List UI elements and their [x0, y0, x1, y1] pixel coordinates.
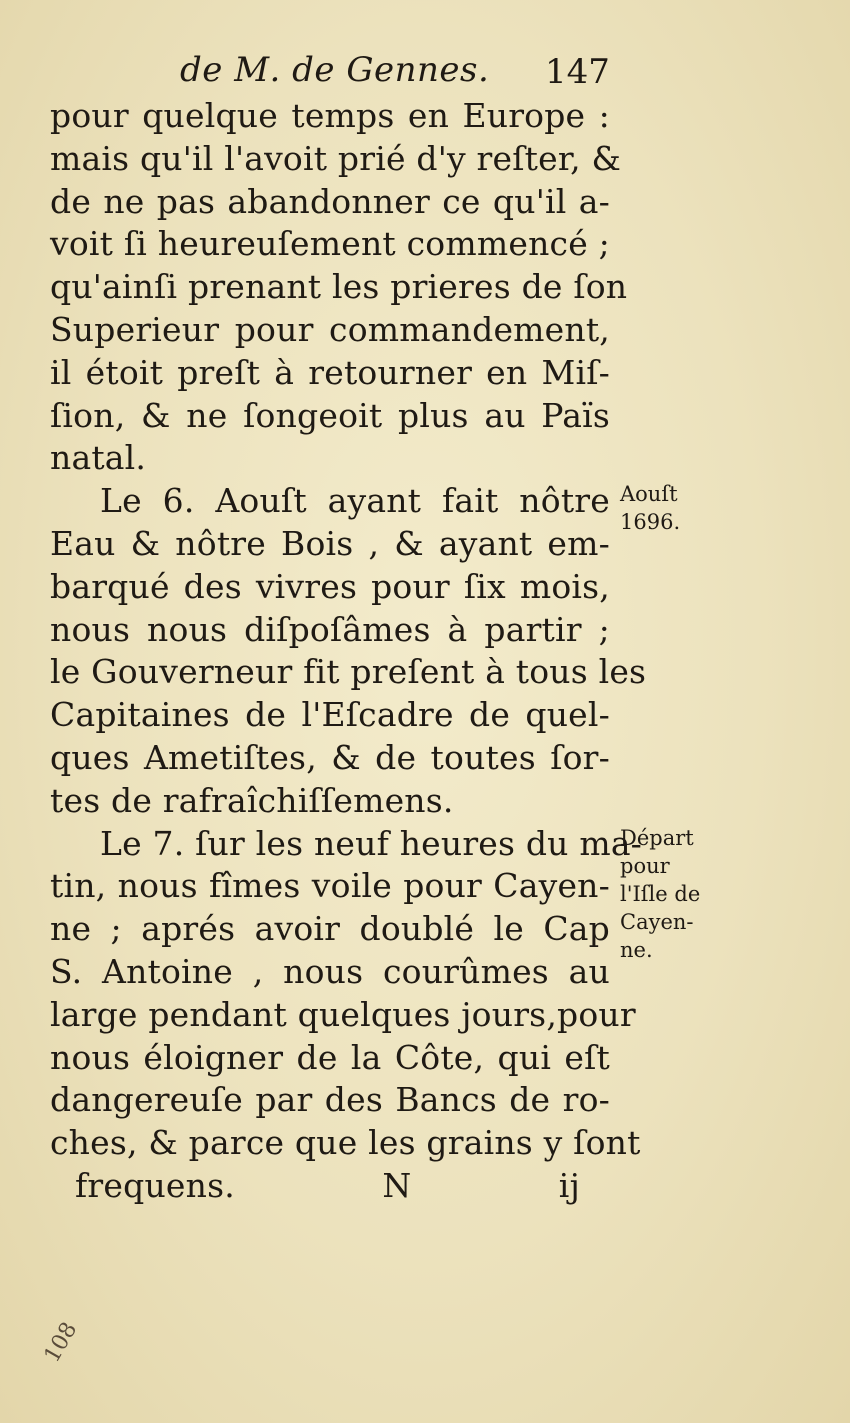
text-line: ches, & parce que les grains y ſont [50, 1123, 641, 1163]
text-line: S. Antoine , nous courûmes au [50, 951, 610, 991]
text-line: Capitaines de l'Eſcadre de quel- [50, 695, 610, 735]
margin-note-line: Cayen- [620, 910, 694, 934]
margin-note-line: Aouſt [620, 482, 678, 506]
text-line: dangereuſe par des Bancs de ro- [50, 1080, 610, 1120]
running-title: de M. de Gennes. [180, 50, 490, 90]
text-line: tes de rafraîchiſſemens. [50, 780, 454, 820]
text-line: nous éloigner de la Côte, qui eſt [50, 1037, 610, 1077]
page-number: 147 [545, 52, 610, 92]
margin-note-line: Départ [620, 826, 694, 850]
text-line: Superieur pour commandement, [50, 309, 610, 349]
text-line: il étoit preſt à retourner en Miſ- [50, 352, 610, 392]
margin-note-line: ne. [620, 938, 653, 962]
text-line: ques Ametiſtes, & de toutes ſor- [50, 737, 610, 777]
text-line: Eau & nôtre Bois , & ayant em- [50, 523, 610, 563]
body-text [50, 95, 647, 1208]
stray-ink-mark: 108 [39, 1318, 83, 1367]
text-line: voit ſi heureuſement commencé ; [50, 224, 610, 264]
text-line: qu'ainſi prenant les prieres de ſon [50, 267, 628, 307]
text-line: de ne pas abandonner ce qu'il a- [50, 181, 610, 221]
text-line: mais qu'il l'avoit prié d'y reſter, & [50, 138, 622, 178]
text-line: pour quelque temps en Europe : [50, 96, 610, 135]
final-line [50, 1165, 610, 1208]
text-line: le Gouverneur fit preſent à tous les [50, 652, 647, 692]
text-line: tin, nous fîmes voile pour Cayen- [50, 866, 610, 906]
margin-note-line: l'Iſle de [620, 882, 701, 906]
final-line-text: frequens. [75, 1165, 235, 1205]
margin-note-date [620, 480, 680, 536]
paragraph-start-line: Le 6. Aouſt ayant fait nôtre [100, 481, 610, 521]
margin-note-line: 1696. [620, 510, 681, 534]
margin-note-line: pour [620, 854, 670, 878]
text-line: ſion, & ne ſongeoit plus au Païs [50, 395, 610, 435]
text-line: ne ; aprés avoir doublé le Cap [50, 909, 610, 949]
text-line: nous nous diſpoſâmes à partir ; [50, 609, 610, 649]
margin-note-departure [620, 824, 700, 964]
text-line: large pendant quelques jours,pour [50, 994, 636, 1034]
text-line: barqué des vivres pour ſix mois, [50, 566, 610, 606]
paragraph-start-line: Le 7. ſur les neuf heures du ma- [100, 823, 643, 863]
text-line: natal. [50, 438, 147, 478]
signature-mark: N ij [382, 1165, 580, 1205]
